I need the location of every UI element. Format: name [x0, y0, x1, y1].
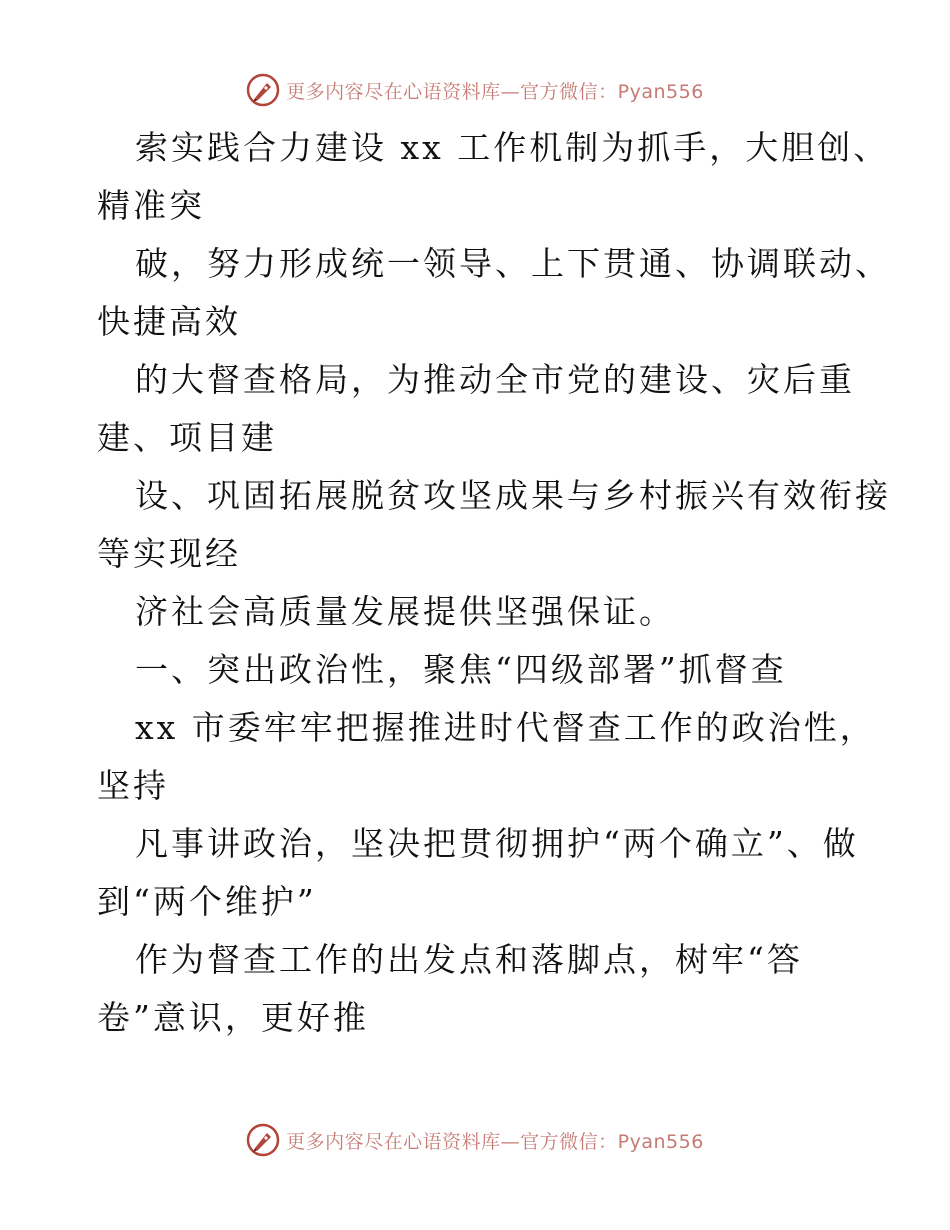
footer-watermark-text: [286, 1127, 704, 1154]
header-watermark-text: [286, 77, 704, 104]
watermark-id: Pyan556: [617, 80, 704, 103]
text-line-7: 设、巩固拓展脱贫攻坚成果与乡村振兴有效衔接: [135, 476, 891, 515]
pen-nib-logo-icon: [246, 73, 280, 107]
text-line-8: 等实现经: [97, 534, 241, 573]
footer-watermark-group: [246, 1123, 704, 1157]
text-line-9: 济社会高质量发展提供坚强保证。: [135, 592, 675, 631]
header-watermark: [0, 70, 950, 110]
text-line-14: 到“两个维护”: [97, 882, 317, 921]
pen-nib-logo-icon: [246, 1123, 280, 1157]
text-line-12: 坚持: [97, 766, 169, 805]
watermark-label: 更多内容尽在心语资料库—官方微信：: [286, 80, 618, 103]
text-line-16: 卷”意识，更好推: [97, 998, 369, 1037]
text-line-6: 建、项目建: [97, 418, 277, 457]
text-line-10: 一、突出政治性，聚焦“四级部署”抓督查: [135, 650, 787, 689]
text-line-5: 的大督查格局，为推动全市党的建设、灾后重: [135, 360, 855, 399]
text-line-13: 凡事讲政治，坚决把贯彻拥护“两个确立”、做: [135, 824, 859, 863]
text-line-4: 快捷高效: [97, 302, 241, 341]
text-line-11: xx 市委牢牢把握推进时代督查工作的政治性，: [135, 708, 876, 747]
text-line-1: 索实践合力建设 xx 工作机制为抓手，大胆创、: [135, 128, 890, 167]
footer-watermark: [0, 1120, 950, 1160]
header-watermark-group: [246, 73, 704, 107]
text-line-15: 作为督查工作的出发点和落脚点，树牢“答: [135, 940, 803, 979]
text-line-3: 破，努力形成统一领导、上下贯通、协调联动、: [135, 244, 891, 283]
watermark-id: Pyan556: [617, 1130, 704, 1153]
watermark-label: 更多内容尽在心语资料库—官方微信：: [286, 1130, 618, 1153]
text-line-2: 精准突: [97, 186, 205, 225]
